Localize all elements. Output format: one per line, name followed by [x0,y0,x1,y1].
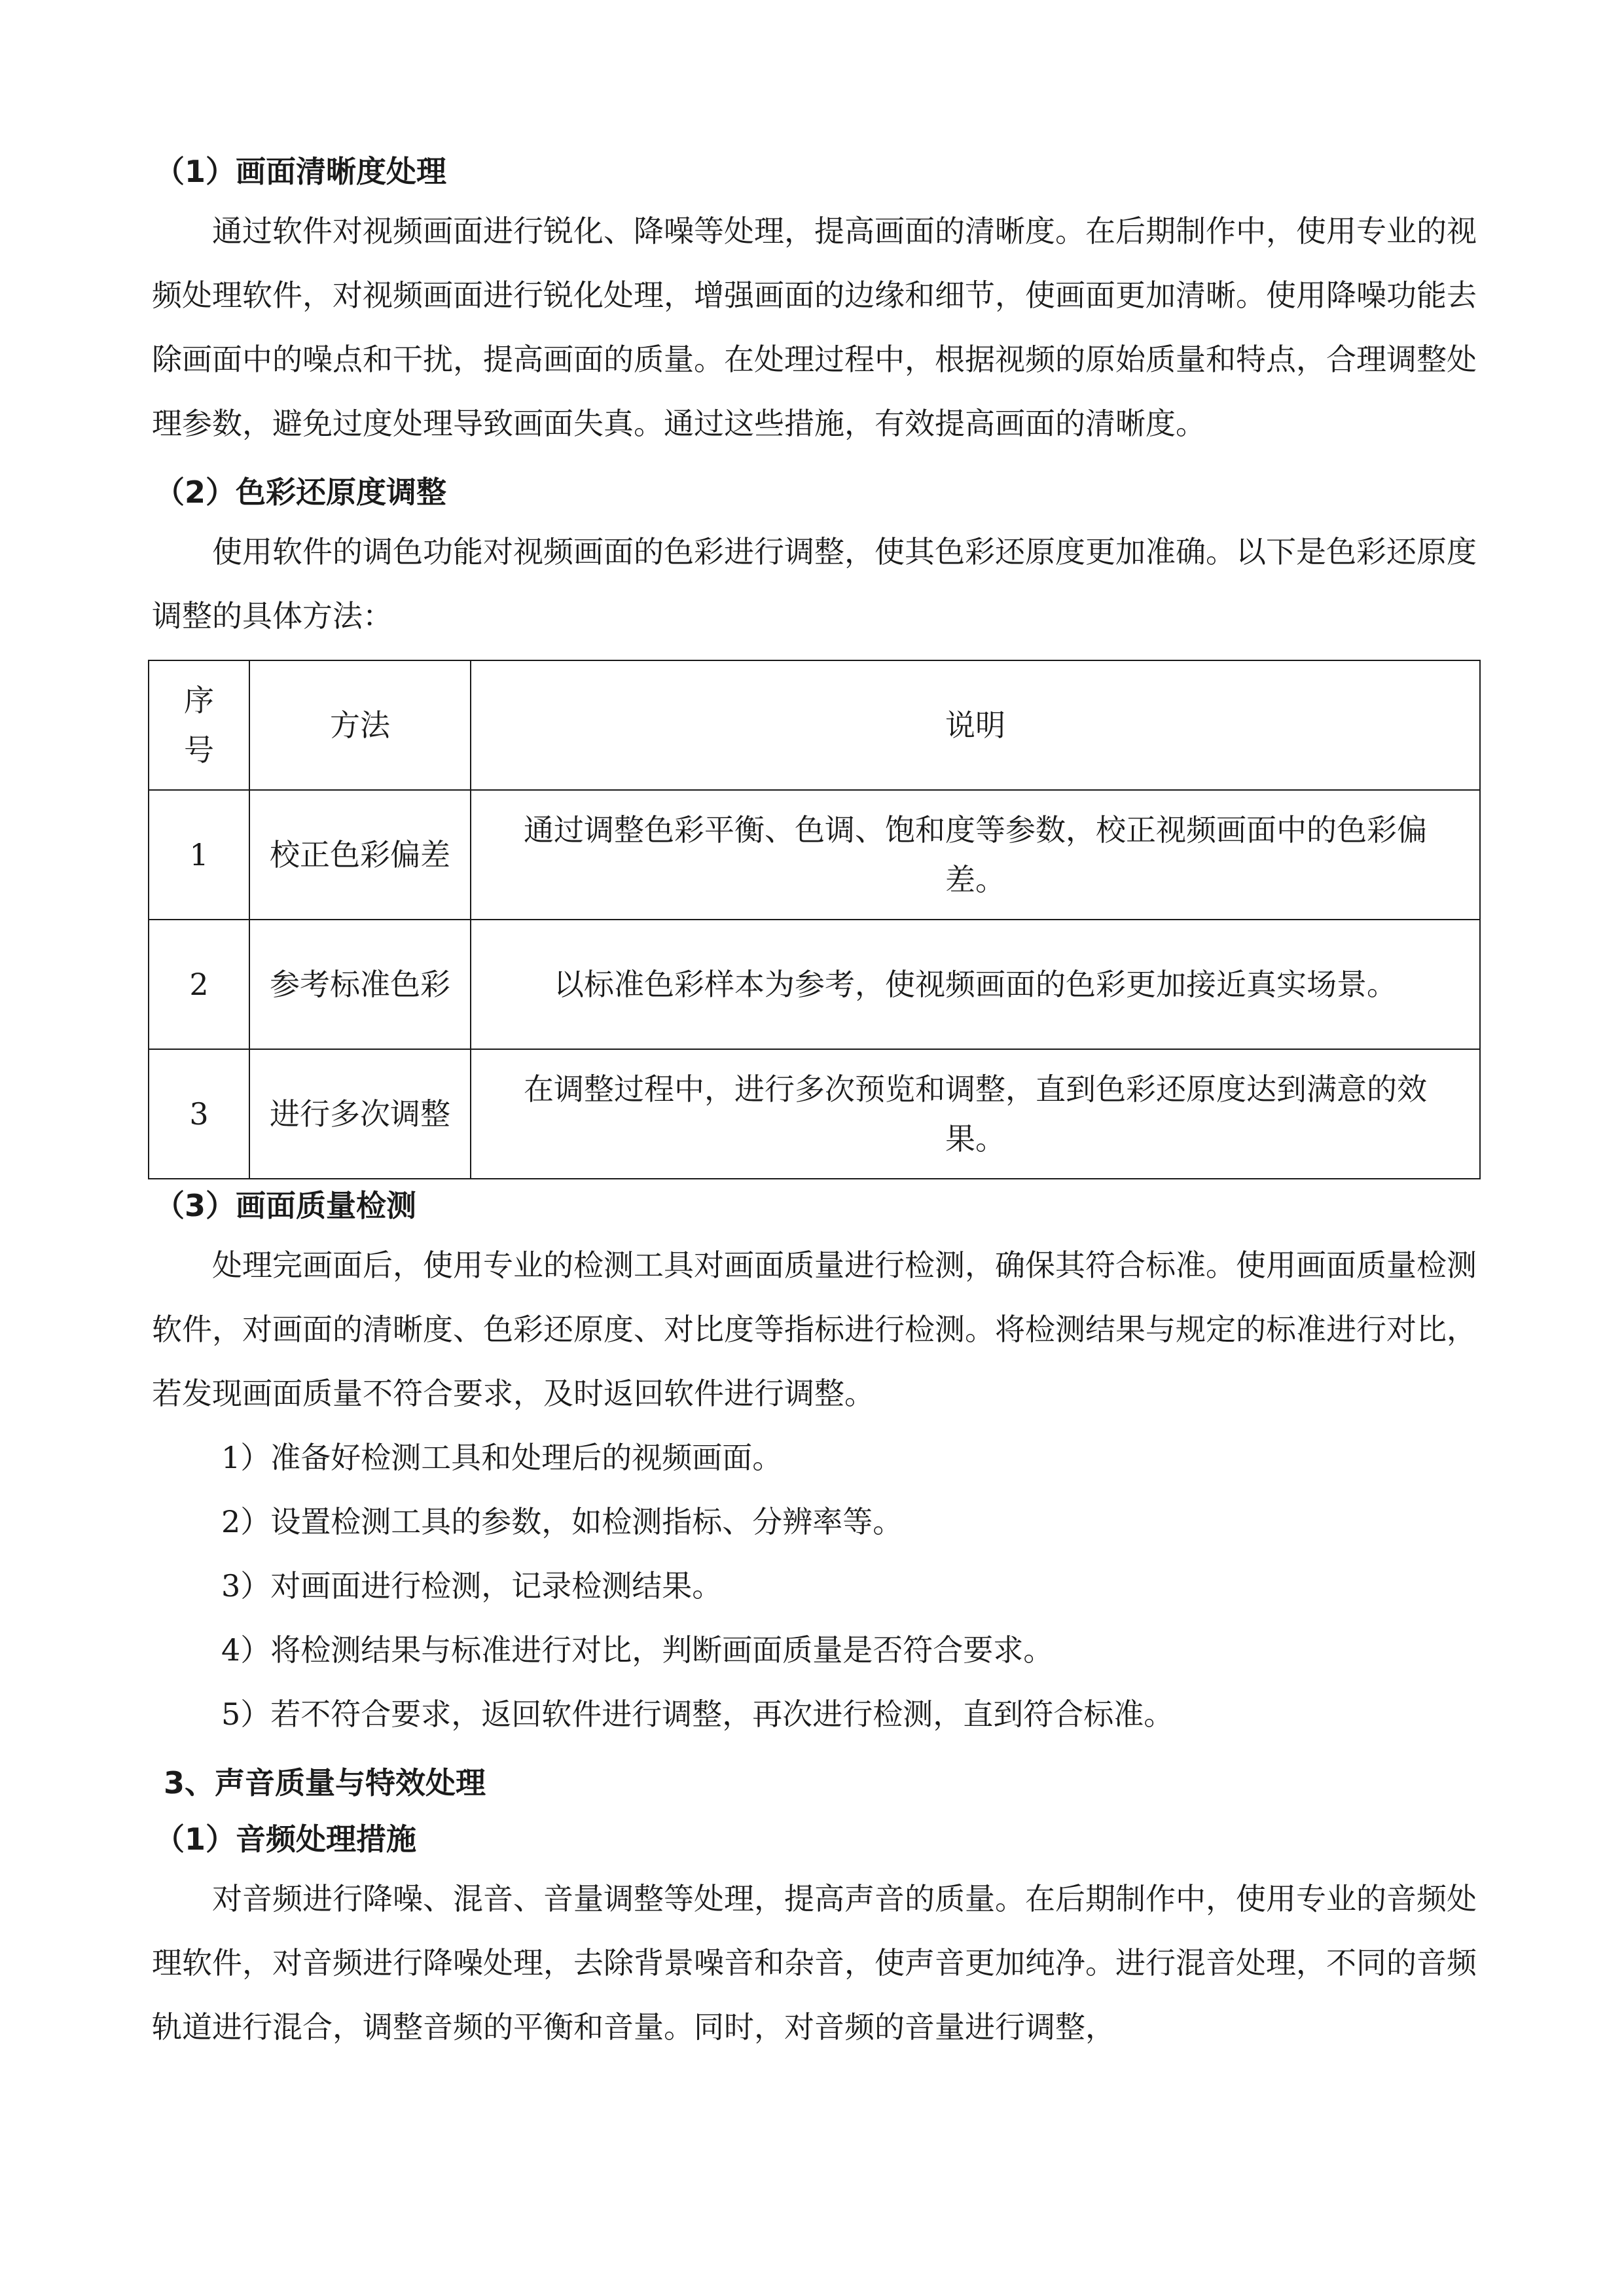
paragraph-clarity: 通过软件对视频画面进行锐化、降噪等处理，提高画面的清晰度。在后期制作中，使用专业的视频处理软件，对视频画面进行锐化处理，增强画面的边缘和细节，使画面更加清晰。使用降噪功能去除画面中的噪点和干扰，提高画面的质量。在处理过程中，根据视频的原始质量和特点，合理调整处理参数，避免过度处理导致画面失真。通过这些措施，有效提高画面的清晰度。 [152,213,1477,441]
section-heading-clarity: （1）画面清晰度处理 [154,154,447,189]
section-heading-color: （2）色彩还原度调整 [154,475,447,510]
list-item: 3）对画面进行检测，记录检测结果。 [221,1568,723,1604]
table-row [149,920,1480,1049]
section-heading-quality-check: （3）画面质量检测 [154,1188,417,1223]
list-item: 5）若不符合要求，返回软件进行调整，再次进行检测，直到符合标准。 [221,1696,1174,1732]
header-desc: 说明 [471,660,1480,790]
header-method: 方法 [249,660,471,790]
list-item: 1）准备好检测工具和处理后的视频画面。 [221,1440,783,1475]
table-row [149,1049,1480,1179]
row-method: 校正色彩偏差 [249,790,471,920]
header-no: 序号 [149,660,249,790]
page-content [152,152,1477,2059]
row-no: 3 [149,1049,249,1179]
row-method: 进行多次调整 [249,1049,471,1179]
row-no: 2 [149,920,249,1049]
paragraph-quality-check: 处理完画面后，使用专业的检测工具对画面质量进行检测，确保其符合标准。使用画面质量检测软件，对画面的清晰度、色彩还原度、对比度等指标进行检测。将检测结果与规定的标准进行对比，若发现画面质量不符合要求，及时返回软件进行调整。 [152,1247,1477,1411]
row-desc: 在调整过程中，进行多次预览和调整，直到色彩还原度达到满意的效果。 [471,1049,1480,1179]
row-no: 1 [149,790,249,920]
section-heading-audio-processing: （1）音频处理措施 [154,1821,417,1857]
table-row [149,790,1480,920]
list-item: 2）设置检测工具的参数，如检测指标、分辨率等。 [221,1504,903,1539]
row-desc: 以标准色彩样本为参考，使视频画面的色彩更加接近真实场景。 [471,920,1480,1049]
table-header-row [149,660,1480,790]
row-method: 参考标准色彩 [249,920,471,1049]
paragraph-audio-processing: 对音频进行降噪、混音、音量调整等处理，提高声音的质量。在后期制作中，使用专业的音频处理软件，对音频进行降噪处理，去除背景噪音和杂音，使声音更加纯净。进行混音处理，不同的音频轨道进行混合，调整音频的平衡和音量。同时，对音频的音量进行调整， [152,1881,1477,2045]
row-desc: 通过调整色彩平衡、色调、饱和度等参数，校正视频画面中的色彩偏差。 [471,790,1480,920]
chapter-heading-audio: 3、声音质量与特效处理 [164,1765,486,1801]
color-methods-table [148,660,1481,1179]
list-item: 4）将检测结果与标准进行对比，判断画面质量是否符合要求。 [221,1632,1054,1668]
paragraph-color: 使用软件的调色功能对视频画面的色彩进行调整，使其色彩还原度更加准确。以下是色彩还原度调整的具体方法： [152,534,1477,634]
